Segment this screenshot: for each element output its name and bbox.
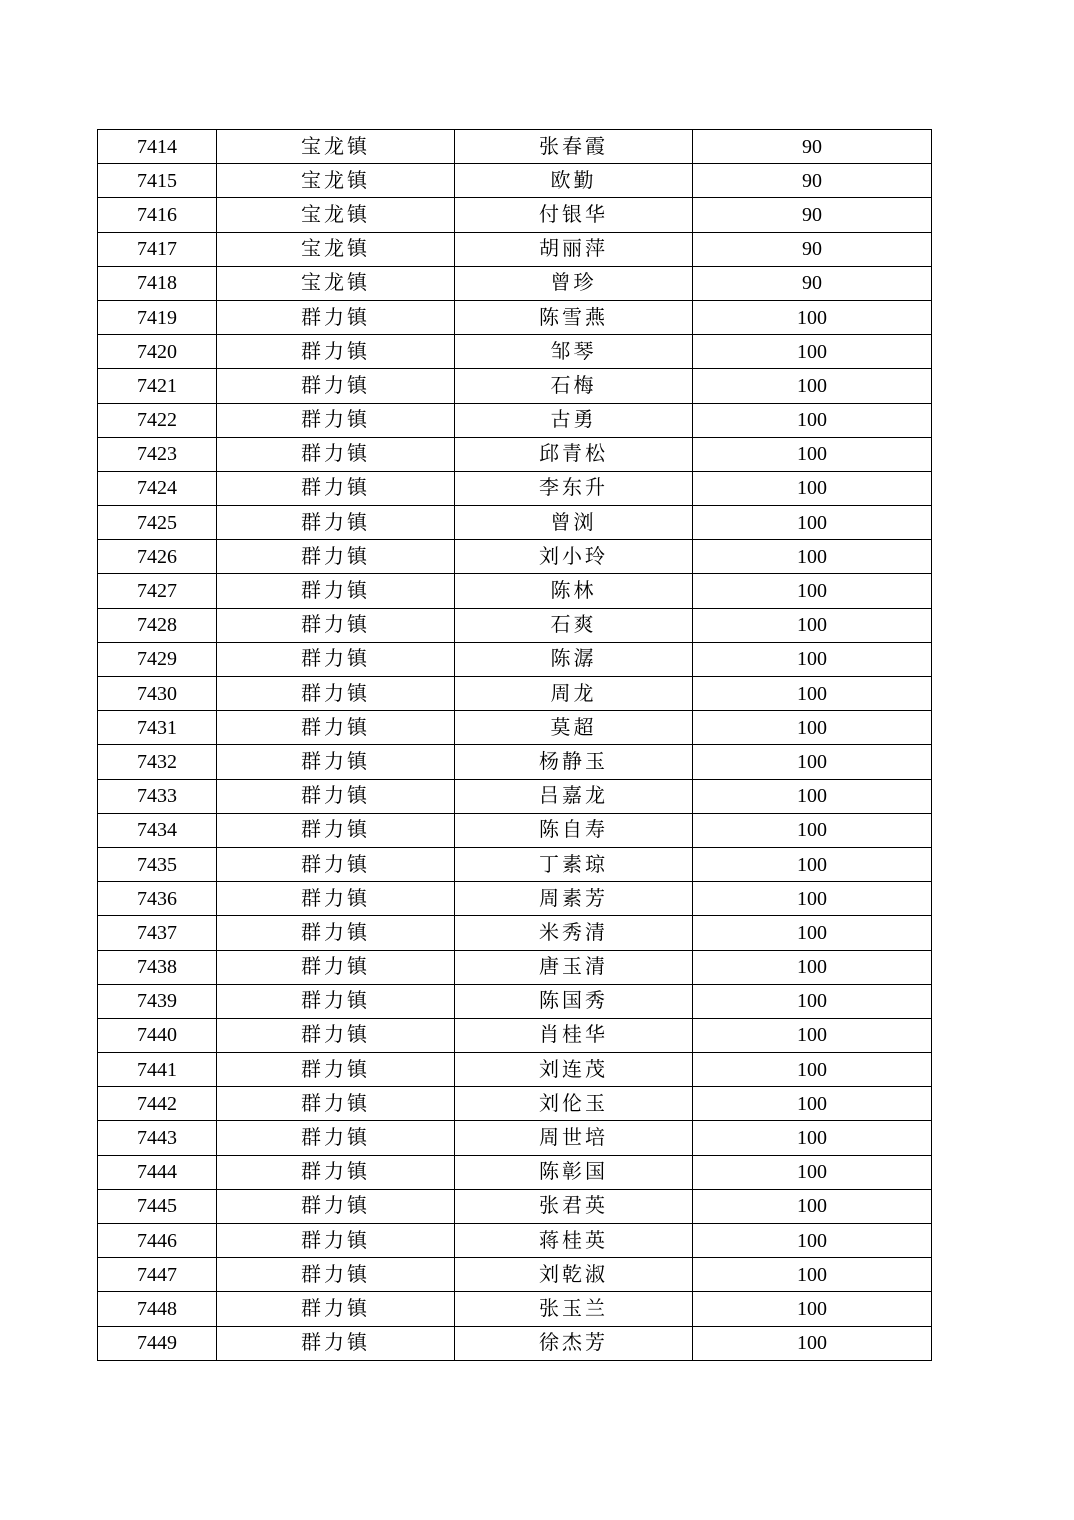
cell-town: 群力镇 (217, 608, 455, 642)
cell-amount: 100 (693, 1292, 932, 1326)
cell-seq: 7415 (98, 164, 217, 198)
cell-name: 吕嘉龙 (455, 779, 693, 813)
cell-seq: 7445 (98, 1189, 217, 1223)
table-row (98, 403, 932, 437)
cell-seq: 7428 (98, 608, 217, 642)
table-row (98, 335, 932, 369)
cell-seq: 7429 (98, 642, 217, 676)
cell-town: 群力镇 (217, 642, 455, 676)
table-row (98, 779, 932, 813)
cell-amount: 100 (693, 335, 932, 369)
table-row (98, 471, 932, 505)
cell-name: 唐玉清 (455, 950, 693, 984)
cell-town: 群力镇 (217, 574, 455, 608)
table-row (98, 198, 932, 232)
cell-amount: 100 (693, 608, 932, 642)
cell-name: 胡丽萍 (455, 232, 693, 266)
cell-amount: 100 (693, 950, 932, 984)
cell-town: 群力镇 (217, 1292, 455, 1326)
cell-town: 群力镇 (217, 471, 455, 505)
cell-amount: 100 (693, 677, 932, 711)
table-row (98, 574, 932, 608)
table-row (98, 1087, 932, 1121)
cell-seq: 7438 (98, 950, 217, 984)
cell-town: 宝龙镇 (217, 232, 455, 266)
cell-town: 群力镇 (217, 540, 455, 574)
cell-amount: 90 (693, 198, 932, 232)
cell-seq: 7435 (98, 847, 217, 881)
cell-seq: 7432 (98, 745, 217, 779)
cell-amount: 90 (693, 232, 932, 266)
cell-seq: 7449 (98, 1326, 217, 1360)
cell-amount: 100 (693, 1087, 932, 1121)
cell-town: 宝龙镇 (217, 266, 455, 300)
cell-amount: 100 (693, 813, 932, 847)
cell-town: 群力镇 (217, 506, 455, 540)
cell-seq: 7417 (98, 232, 217, 266)
cell-name: 丁素琼 (455, 847, 693, 881)
cell-amount: 100 (693, 369, 932, 403)
cell-town: 群力镇 (217, 403, 455, 437)
cell-name: 刘小玲 (455, 540, 693, 574)
table-row (98, 1121, 932, 1155)
cell-name: 周世培 (455, 1121, 693, 1155)
table-row (98, 1224, 932, 1258)
cell-seq: 7440 (98, 1018, 217, 1052)
cell-name: 陈林 (455, 574, 693, 608)
cell-town: 群力镇 (217, 813, 455, 847)
cell-amount: 100 (693, 403, 932, 437)
cell-town: 群力镇 (217, 745, 455, 779)
cell-seq: 7446 (98, 1224, 217, 1258)
cell-amount: 90 (693, 130, 932, 164)
cell-seq: 7433 (98, 779, 217, 813)
cell-name: 曾浏 (455, 506, 693, 540)
table-row (98, 1053, 932, 1087)
cell-town: 群力镇 (217, 916, 455, 950)
cell-name: 莫超 (455, 711, 693, 745)
cell-name: 欧勤 (455, 164, 693, 198)
cell-seq: 7442 (98, 1087, 217, 1121)
cell-amount: 90 (693, 266, 932, 300)
cell-name: 张君英 (455, 1189, 693, 1223)
data-table (97, 129, 932, 1361)
cell-seq: 7437 (98, 916, 217, 950)
table-row (98, 950, 932, 984)
cell-seq: 7418 (98, 266, 217, 300)
cell-seq: 7443 (98, 1121, 217, 1155)
cell-town: 群力镇 (217, 300, 455, 334)
cell-seq: 7416 (98, 198, 217, 232)
cell-amount: 100 (693, 779, 932, 813)
cell-seq: 7423 (98, 437, 217, 471)
cell-name: 蒋桂英 (455, 1224, 693, 1258)
cell-town: 群力镇 (217, 779, 455, 813)
cell-amount: 100 (693, 711, 932, 745)
table-row (98, 232, 932, 266)
cell-amount: 100 (693, 574, 932, 608)
table-row (98, 437, 932, 471)
cell-name: 陈潺 (455, 642, 693, 676)
cell-town: 群力镇 (217, 882, 455, 916)
cell-seq: 7414 (98, 130, 217, 164)
cell-name: 刘乾淑 (455, 1258, 693, 1292)
cell-name: 周素芳 (455, 882, 693, 916)
cell-amount: 100 (693, 1053, 932, 1087)
cell-name: 张春霞 (455, 130, 693, 164)
cell-amount: 100 (693, 745, 932, 779)
cell-seq: 7444 (98, 1155, 217, 1189)
cell-seq: 7422 (98, 403, 217, 437)
cell-town: 群力镇 (217, 1326, 455, 1360)
cell-town: 群力镇 (217, 1224, 455, 1258)
table-row (98, 1326, 932, 1360)
table-body (98, 130, 932, 1361)
cell-name: 陈国秀 (455, 984, 693, 1018)
table-row (98, 266, 932, 300)
cell-name: 李东升 (455, 471, 693, 505)
table-row (98, 506, 932, 540)
cell-seq: 7447 (98, 1258, 217, 1292)
cell-town: 群力镇 (217, 1018, 455, 1052)
cell-town: 宝龙镇 (217, 164, 455, 198)
cell-seq: 7425 (98, 506, 217, 540)
cell-name: 曾珍 (455, 266, 693, 300)
table-row (98, 130, 932, 164)
cell-amount: 100 (693, 1121, 932, 1155)
cell-seq: 7448 (98, 1292, 217, 1326)
cell-seq: 7424 (98, 471, 217, 505)
cell-name: 徐杰芳 (455, 1326, 693, 1360)
table-row (98, 1189, 932, 1223)
cell-amount: 100 (693, 984, 932, 1018)
table-row (98, 984, 932, 1018)
table-row (98, 608, 932, 642)
cell-name: 石梅 (455, 369, 693, 403)
table-row (98, 1155, 932, 1189)
cell-amount: 100 (693, 1258, 932, 1292)
table-row (98, 916, 932, 950)
table-row (98, 711, 932, 745)
table-row (98, 1258, 932, 1292)
cell-amount: 100 (693, 1018, 932, 1052)
cell-town: 群力镇 (217, 1258, 455, 1292)
cell-name: 陈雪燕 (455, 300, 693, 334)
table-row (98, 847, 932, 881)
cell-seq: 7431 (98, 711, 217, 745)
cell-name: 刘伦玉 (455, 1087, 693, 1121)
cell-seq: 7439 (98, 984, 217, 1018)
cell-name: 陈彰国 (455, 1155, 693, 1189)
cell-town: 群力镇 (217, 369, 455, 403)
cell-amount: 100 (693, 506, 932, 540)
table-row (98, 813, 932, 847)
cell-amount: 100 (693, 540, 932, 574)
cell-name: 石爽 (455, 608, 693, 642)
cell-amount: 100 (693, 1155, 932, 1189)
cell-seq: 7434 (98, 813, 217, 847)
cell-amount: 100 (693, 1326, 932, 1360)
cell-seq: 7427 (98, 574, 217, 608)
cell-seq: 7420 (98, 335, 217, 369)
table-row (98, 677, 932, 711)
table-row (98, 540, 932, 574)
cell-seq: 7419 (98, 300, 217, 334)
table-row (98, 745, 932, 779)
table-row (98, 164, 932, 198)
table-row (98, 1292, 932, 1326)
cell-town: 群力镇 (217, 677, 455, 711)
table-row (98, 642, 932, 676)
cell-name: 刘连茂 (455, 1053, 693, 1087)
cell-town: 群力镇 (217, 1189, 455, 1223)
cell-town: 宝龙镇 (217, 130, 455, 164)
cell-name: 付银华 (455, 198, 693, 232)
cell-seq: 7426 (98, 540, 217, 574)
table-row (98, 1018, 932, 1052)
cell-name: 周龙 (455, 677, 693, 711)
cell-seq: 7421 (98, 369, 217, 403)
cell-town: 群力镇 (217, 1087, 455, 1121)
table-row (98, 882, 932, 916)
cell-name: 邱青松 (455, 437, 693, 471)
cell-amount: 100 (693, 1189, 932, 1223)
cell-amount: 100 (693, 437, 932, 471)
cell-name: 米秀清 (455, 916, 693, 950)
cell-seq: 7436 (98, 882, 217, 916)
cell-town: 群力镇 (217, 437, 455, 471)
cell-town: 群力镇 (217, 847, 455, 881)
cell-amount: 100 (693, 916, 932, 950)
cell-name: 杨静玉 (455, 745, 693, 779)
cell-town: 群力镇 (217, 1121, 455, 1155)
cell-name: 张玉兰 (455, 1292, 693, 1326)
cell-amount: 100 (693, 642, 932, 676)
cell-name: 邹琴 (455, 335, 693, 369)
cell-town: 群力镇 (217, 711, 455, 745)
cell-amount: 100 (693, 847, 932, 881)
cell-seq: 7430 (98, 677, 217, 711)
cell-amount: 100 (693, 471, 932, 505)
table-row (98, 369, 932, 403)
cell-town: 宝龙镇 (217, 198, 455, 232)
cell-name: 古勇 (455, 403, 693, 437)
cell-town: 群力镇 (217, 1053, 455, 1087)
cell-amount: 90 (693, 164, 932, 198)
cell-town: 群力镇 (217, 1155, 455, 1189)
cell-name: 陈自寿 (455, 813, 693, 847)
cell-name: 肖桂华 (455, 1018, 693, 1052)
cell-town: 群力镇 (217, 950, 455, 984)
cell-town: 群力镇 (217, 984, 455, 1018)
cell-town: 群力镇 (217, 335, 455, 369)
table-row (98, 300, 932, 334)
cell-amount: 100 (693, 882, 932, 916)
cell-amount: 100 (693, 1224, 932, 1258)
cell-amount: 100 (693, 300, 932, 334)
cell-seq: 7441 (98, 1053, 217, 1087)
